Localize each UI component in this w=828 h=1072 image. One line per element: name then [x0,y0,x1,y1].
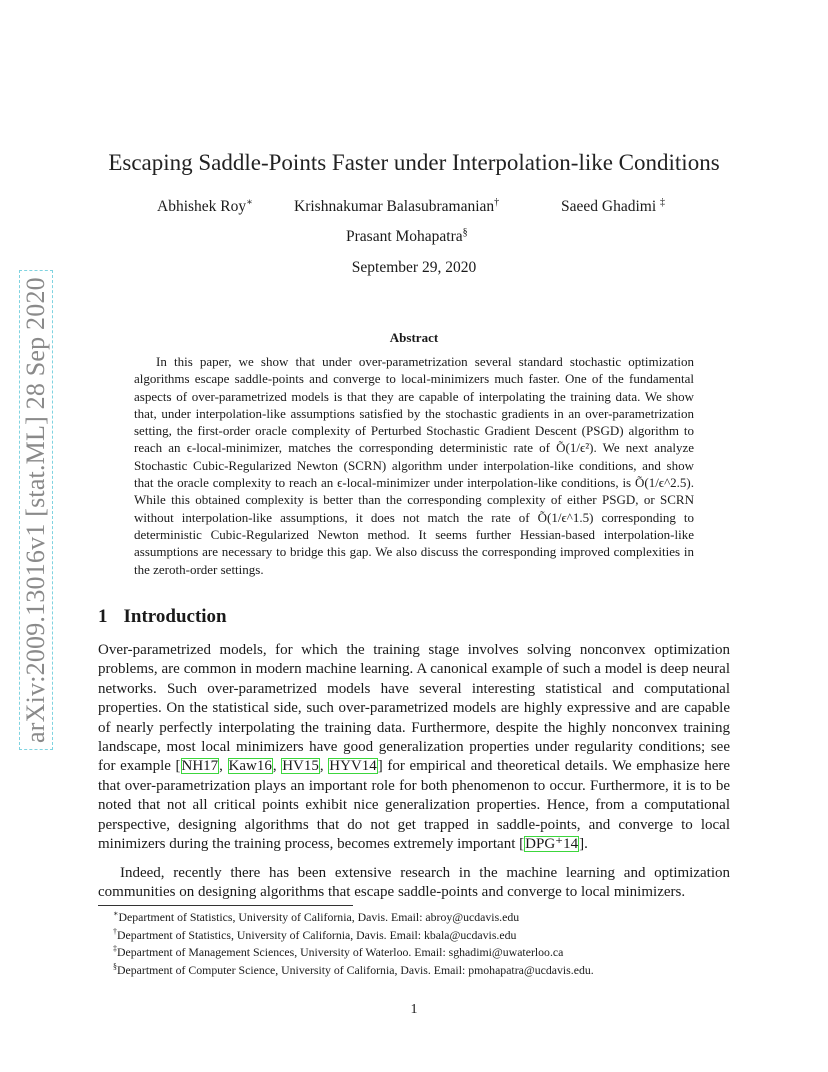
section-title: Introduction [123,606,227,627]
footnote: ‡Department of Management Sciences, University of Waterloo. Email: sghadimi@uwaterloo.ca [113,944,564,959]
author-1: Abhishek Roy∗ [157,196,253,215]
citation-link[interactable]: DPG⁺14 [525,836,579,853]
citation-link[interactable]: HV15 [282,758,319,775]
footnote: †Department of Statistics, University of California, Davis. Email: kbala@ucdavis.edu [113,926,517,942]
intro-paragraph-2: Indeed, recently there has been extensive research in the machine learning and optimization communities on designing algorithms that escape saddle-points and converge to local minimizers. [98,865,730,901]
author-3: Saeed Ghadimi ‡ [561,196,666,215]
citation-link[interactable]: HYV14 [329,758,377,775]
citation-link[interactable]: NH17 [181,758,219,775]
abstract-text: In this paper, we show that under over-parametrization several standard stochastic optimization algorithms escape saddle-points and converge to local-minimizers much faster. One of the fundamental aspects of over-parametrized models is that they are capable of interpolating the training data. We show that, under interpolation-like assumptions satisfied by the stochastic gradients in an over-parametrization setting, the first-order oracle complexity of Perturbed Stochastic Gradient Descent (PSGD) algorithm to reach an ϵ-local-minimizer, matches the corresponding deterministic rate of Õ(1/ϵ²). We next analyze Stochastic Cubic-Regularized Newton (SCRN) algorithm under interpolation-like conditions, and show that the oracle complexity to reach an ϵ-local-minimizer under interpolation-like conditions, is Õ(1/ϵ^2.5). While this obtained complexity is better than the corresponding complexity of either PSGD, or SCRN without interpolation-like assumptions, it does not match the rate of Õ(1/ϵ^1.5) corresponding to deterministic Cubic-Regularized Newton method. It seems further Hessian-based interpolation-like assumptions are necessary to bridge this gap. We also discuss the corresponding improved complexities in the zeroth-order settings. [134,354,694,577]
abstract-heading: Abstract [389,330,439,345]
arxiv-identifier: arXiv:2009.13016v1 [stat.ML] 28 Sep 2020 [19,270,53,750]
intro-paragraph-1: Over-parametrized models, for which the training stage involves solving nonconvex optimization problems, are common in modern machine learning. A canonical example of such a model is deep neural networks. Such over-parametrized models have several interesting statistical and computational properties. On the statistical side, such over-parametrized models are highly expressive and are capable of nearly perfectly interpolating the training data. Furthermore, despite the highly nonconvex training landscape, most local minimizers have good generalization properties under regularity conditions; see for example [NH17, Kaw16, HV15, HYV14] for empirical and theoretical details. We emphasize here that over-parametrization plays an important role for both phenomenon to occur. Furthermore, it is to be noted that not all critical points exhibit nice generalization properties. Hence, from a computational perspective, designing algorithms that do not get trapped in saddle-points, and converge to local minimizers during the training process, becomes extremely important [DPG⁺14]. [98,642,731,853]
author-4: Prasant Mohapatra§ [346,226,468,245]
author-2: Krishnakumar Balasubramanian† [294,196,500,215]
footnote-rule [98,905,353,906]
publication-date: September 29, 2020 [351,259,477,276]
section-number: 1 [98,606,108,627]
footnote: ∗Department of Statistics, University of California, Davis. Email: abroy@ucdavis.edu [113,909,520,924]
footnote: §Department of Computer Science, University of California, Davis. Email: pmohapatra@ucdavis.edu. [113,961,594,977]
section-heading [98,606,227,628]
paper-title: Escaping Saddle-Points Faster under Interpolation-like Conditions [108,150,720,175]
footnotes [113,909,733,979]
page-number: 1 [410,1002,418,1017]
citation-link[interactable]: Kaw16 [228,758,272,775]
